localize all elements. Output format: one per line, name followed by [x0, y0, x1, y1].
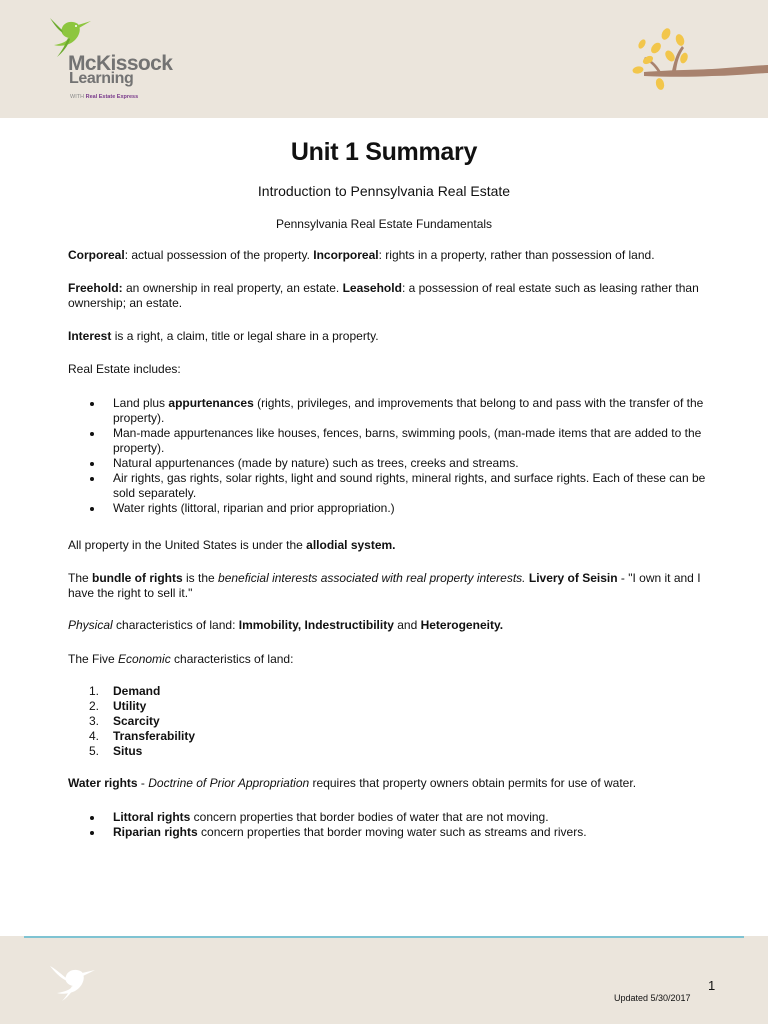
- list-item: Man-made appurtenances like houses, fences, barns, swimming pools, (man-made items that are added to the property).: [68, 426, 708, 456]
- item-label: Scarcity: [113, 714, 160, 728]
- physical-label: Physical: [68, 618, 113, 632]
- term-incorporeal: Incorporeal: [313, 248, 379, 262]
- item-number: 2.: [89, 699, 100, 713]
- list-item: [68, 810, 708, 825]
- incorporeal-definition: : rights in a property, rather than possession of land.: [378, 248, 655, 262]
- page-footer: [0, 936, 768, 1024]
- list-item: [68, 714, 708, 729]
- logo-partner: Real Estate Express: [85, 94, 139, 100]
- bundle-paragraph: [68, 571, 708, 601]
- bundle-text: The: [68, 571, 93, 585]
- seisin-definition: - "I own it and I have the right to sell it.": [68, 571, 701, 600]
- physical-characteristics: Immobility, Indestructibility: [238, 618, 394, 632]
- item-label: Situs: [113, 744, 143, 758]
- item-text: (rights, privileges, and improvements that belong to and pass with the transfer of the property).: [113, 396, 704, 425]
- water-text: -: [137, 776, 149, 790]
- economic-text: The Five: [68, 652, 119, 666]
- page-title: Unit 1 Summary: [290, 138, 478, 166]
- term-riparian-rights: Riparian rights: [113, 825, 198, 839]
- allodial-paragraph: [68, 538, 708, 553]
- item-text: Land plus: [113, 396, 169, 410]
- water-text: requires that property owners obtain permits for use of water.: [309, 776, 637, 790]
- interest-definition: is a right, a claim, title or legal share in a property.: [111, 329, 379, 343]
- item-label: Utility: [113, 699, 147, 713]
- real-estate-list: [68, 396, 708, 516]
- economic-label: Economic: [118, 652, 171, 666]
- hummingbird-icon: [48, 964, 96, 1002]
- list-item: Water rights (littoral, riparian and prior appropriation.): [68, 501, 708, 516]
- logo-with-label: WITH: [70, 94, 85, 100]
- logo-subtitle: Learning: [69, 70, 134, 87]
- term-interest: Interest: [68, 329, 112, 343]
- list-item: [68, 684, 708, 699]
- logo-name: McKissock: [68, 52, 173, 75]
- term-littoral-rights: Littoral rights: [113, 810, 191, 824]
- list-item: [68, 396, 708, 426]
- page-header: [0, 0, 768, 118]
- list-item: Air rights, gas rights, solar rights, light and sound rights, mineral rights, and surface rights. Each of these can be sold separately.: [68, 471, 708, 501]
- item-number: 3.: [89, 714, 100, 728]
- physical-text: characteristics of land:: [112, 618, 239, 632]
- freehold-paragraph: [68, 281, 708, 311]
- term-freehold: Freehold:: [68, 281, 123, 295]
- corporeal-definition: : actual possession of the property.: [124, 248, 314, 262]
- list-item: [68, 729, 708, 744]
- term-bundle-of-rights: bundle of rights: [92, 571, 183, 585]
- allodial-text: All property in the United States is under the: [68, 538, 307, 552]
- real-estate-intro: Real Estate includes:: [68, 362, 181, 376]
- list-item: [68, 699, 708, 714]
- economic-text: characteristics of land:: [170, 652, 294, 666]
- term-allodial: allodial system.: [306, 538, 396, 552]
- item-label: Demand: [113, 684, 161, 698]
- economic-intro: [68, 652, 708, 667]
- doctrine-name: Doctrine of Prior Appropriation: [148, 776, 310, 790]
- water-rights-list: [68, 810, 708, 840]
- item-number: 5.: [89, 744, 100, 758]
- term-livery-of-seisin: Livery of Seisin: [528, 571, 618, 585]
- water-rights-paragraph: [68, 776, 708, 791]
- item-number: 1.: [89, 684, 100, 698]
- leasehold-definition: : a possession of real estate such as leasing rather than ownership; an estate.: [68, 281, 699, 310]
- page-subtitle: Introduction to Pennsylvania Real Estate: [257, 183, 511, 199]
- term-leasehold: Leasehold: [342, 281, 402, 295]
- page-number: 1: [708, 978, 716, 993]
- tree-branch-icon: [630, 26, 768, 98]
- list-item: [68, 825, 708, 840]
- physical-paragraph: [68, 618, 708, 633]
- list-item: [68, 744, 708, 759]
- updated-date: Updated 5/30/2017: [614, 993, 691, 1003]
- interest-paragraph: [68, 329, 708, 344]
- term-corporeal: Corporeal: [68, 248, 125, 262]
- item-label: Transferability: [113, 729, 196, 743]
- term-appurtenances: appurtenances: [168, 396, 254, 410]
- footer-divider: [24, 936, 744, 938]
- littoral-definition: concern properties that border bodies of water that are not moving.: [190, 810, 549, 824]
- riparian-definition: concern properties that border moving water such as streams and rivers.: [197, 825, 587, 839]
- item-number: 4.: [89, 729, 100, 743]
- mckissock-logo: [48, 18, 188, 108]
- freehold-definition: an ownership in real property, an estate.: [122, 281, 343, 295]
- corporeal-paragraph: [68, 248, 708, 263]
- list-item: Natural appurtenances (made by nature) such as trees, creeks and streams.: [68, 456, 708, 471]
- logo-partner-line: [70, 94, 138, 100]
- bundle-definition: beneficial interests associated with real property interests.: [218, 571, 526, 585]
- term-heterogeneity: Heterogeneity.: [420, 618, 504, 632]
- bundle-text: is the: [182, 571, 219, 585]
- economic-list: [68, 684, 708, 759]
- course-name: Pennsylvania Real Estate Fundamentals: [275, 217, 493, 231]
- physical-text: and: [393, 618, 421, 632]
- term-water-rights: Water rights: [68, 776, 138, 790]
